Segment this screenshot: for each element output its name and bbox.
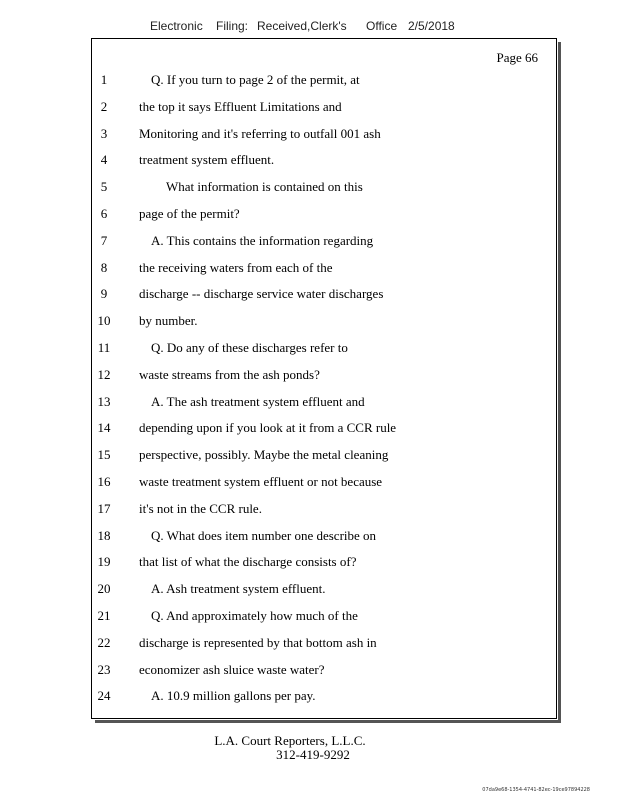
- line-number: 11: [97, 340, 111, 355]
- line-text: A. This contains the information regarding: [151, 232, 374, 248]
- line-text: A. 10.9 million gallons per pay.: [151, 688, 316, 704]
- line-text: discharge is represented by that bottom ash in: [139, 634, 377, 650]
- document-id: 07da9e68-1354-4741-82ec-19ce97894228: [482, 787, 590, 793]
- line-number: 24: [97, 688, 111, 704]
- transcript-line: [0, 445, 560, 465]
- transcript-line: [0, 633, 560, 653]
- line-text: page of the permit?: [139, 206, 240, 221]
- transcript-line: [0, 418, 560, 438]
- line-number: 20: [97, 581, 111, 597]
- filing-header-received-clerks: Received,Clerk's: [257, 19, 347, 33]
- transcript-line: [0, 150, 560, 170]
- transcript-line: [0, 204, 560, 224]
- line-number: 12: [97, 366, 111, 382]
- transcript-line: [0, 365, 560, 385]
- line-number: 7: [100, 232, 108, 248]
- line-text: treatment system effluent.: [139, 152, 275, 168]
- transcript-line: [0, 284, 560, 304]
- transcript-line: [0, 124, 560, 144]
- line-number: 9: [100, 286, 108, 302]
- line-text: discharge -- discharge service water discharges: [139, 286, 384, 302]
- transcript-line: [0, 606, 560, 626]
- line-number: 23: [97, 661, 111, 677]
- filing-header-electronic: Electronic: [150, 19, 203, 33]
- line-text: Monitoring and it's referring to outfall 001 ash: [139, 125, 381, 141]
- transcript-line: [0, 579, 560, 599]
- transcript-line: [0, 552, 560, 572]
- line-text: waste streams from the ash ponds?: [139, 366, 320, 382]
- footer-phone: 312-419-9292: [276, 747, 350, 762]
- line-number: 14: [97, 420, 111, 436]
- line-text: Q. What does item number one describe on: [151, 527, 377, 543]
- line-text: the receiving waters from each of the: [139, 259, 333, 275]
- line-number: 18: [97, 527, 111, 543]
- line-number: 17: [97, 500, 111, 516]
- line-text: it's not in the CCR rule.: [139, 500, 262, 516]
- line-number: 3: [100, 125, 108, 141]
- line-text: A. The ash treatment system effluent and: [151, 393, 365, 409]
- line-number: 5: [100, 179, 108, 195]
- line-number: 15: [97, 447, 111, 463]
- line-text: What information is contained on this: [166, 179, 363, 195]
- transcript-line: [0, 231, 560, 251]
- line-number: 4: [100, 152, 108, 168]
- transcript-line: [0, 177, 560, 197]
- transcript-line: [0, 660, 560, 680]
- line-number: 1: [100, 72, 108, 87]
- line-number: 21: [97, 608, 111, 623]
- line-text: Q. If you turn to page 2 of the permit, at: [151, 72, 360, 87]
- filing-header-filing: Filing:: [216, 19, 249, 33]
- line-text: waste treatment system effluent or not because: [139, 474, 383, 489]
- transcript-line: [0, 499, 560, 519]
- line-text: A. Ash treatment system effluent.: [151, 581, 326, 597]
- transcript-line: [0, 97, 560, 117]
- line-text: depending upon if you look at it from a CCR rule: [139, 420, 397, 436]
- line-text: economizer ash sluice waste water?: [139, 661, 325, 677]
- transcript-line: [0, 472, 560, 492]
- line-text: the top it says Effluent Limitations and: [139, 98, 342, 114]
- transcript-line: [0, 686, 560, 706]
- line-number: 2: [100, 98, 108, 114]
- filing-header-date: 2/5/2018: [408, 19, 455, 33]
- transcript-line: [0, 526, 560, 546]
- filing-header-office: Office: [366, 19, 398, 33]
- line-number: 19: [97, 554, 111, 570]
- line-number: 22: [97, 634, 111, 650]
- transcript-line: [0, 70, 560, 90]
- line-number: 13: [97, 393, 111, 409]
- line-text: that list of what the discharge consists of?: [139, 554, 357, 570]
- line-text: by number.: [139, 313, 198, 329]
- footer-company: L.A. Court Reporters, L.L.C.: [214, 733, 366, 748]
- transcript-line: [0, 311, 560, 331]
- line-number: 8: [100, 259, 108, 275]
- line-text: perspective, possibly. Maybe the metal cleaning: [139, 447, 389, 463]
- line-number: 16: [97, 474, 111, 489]
- line-text: Q. And approximately how much of the: [151, 608, 358, 623]
- line-text: Q. Do any of these discharges refer to: [151, 340, 348, 355]
- page-number: Page 66: [496, 50, 538, 65]
- transcript-line: [0, 338, 560, 358]
- transcript-line: [0, 258, 560, 278]
- transcript-line: [0, 392, 560, 412]
- line-number: 6: [100, 206, 108, 221]
- line-number: 10: [97, 313, 111, 329]
